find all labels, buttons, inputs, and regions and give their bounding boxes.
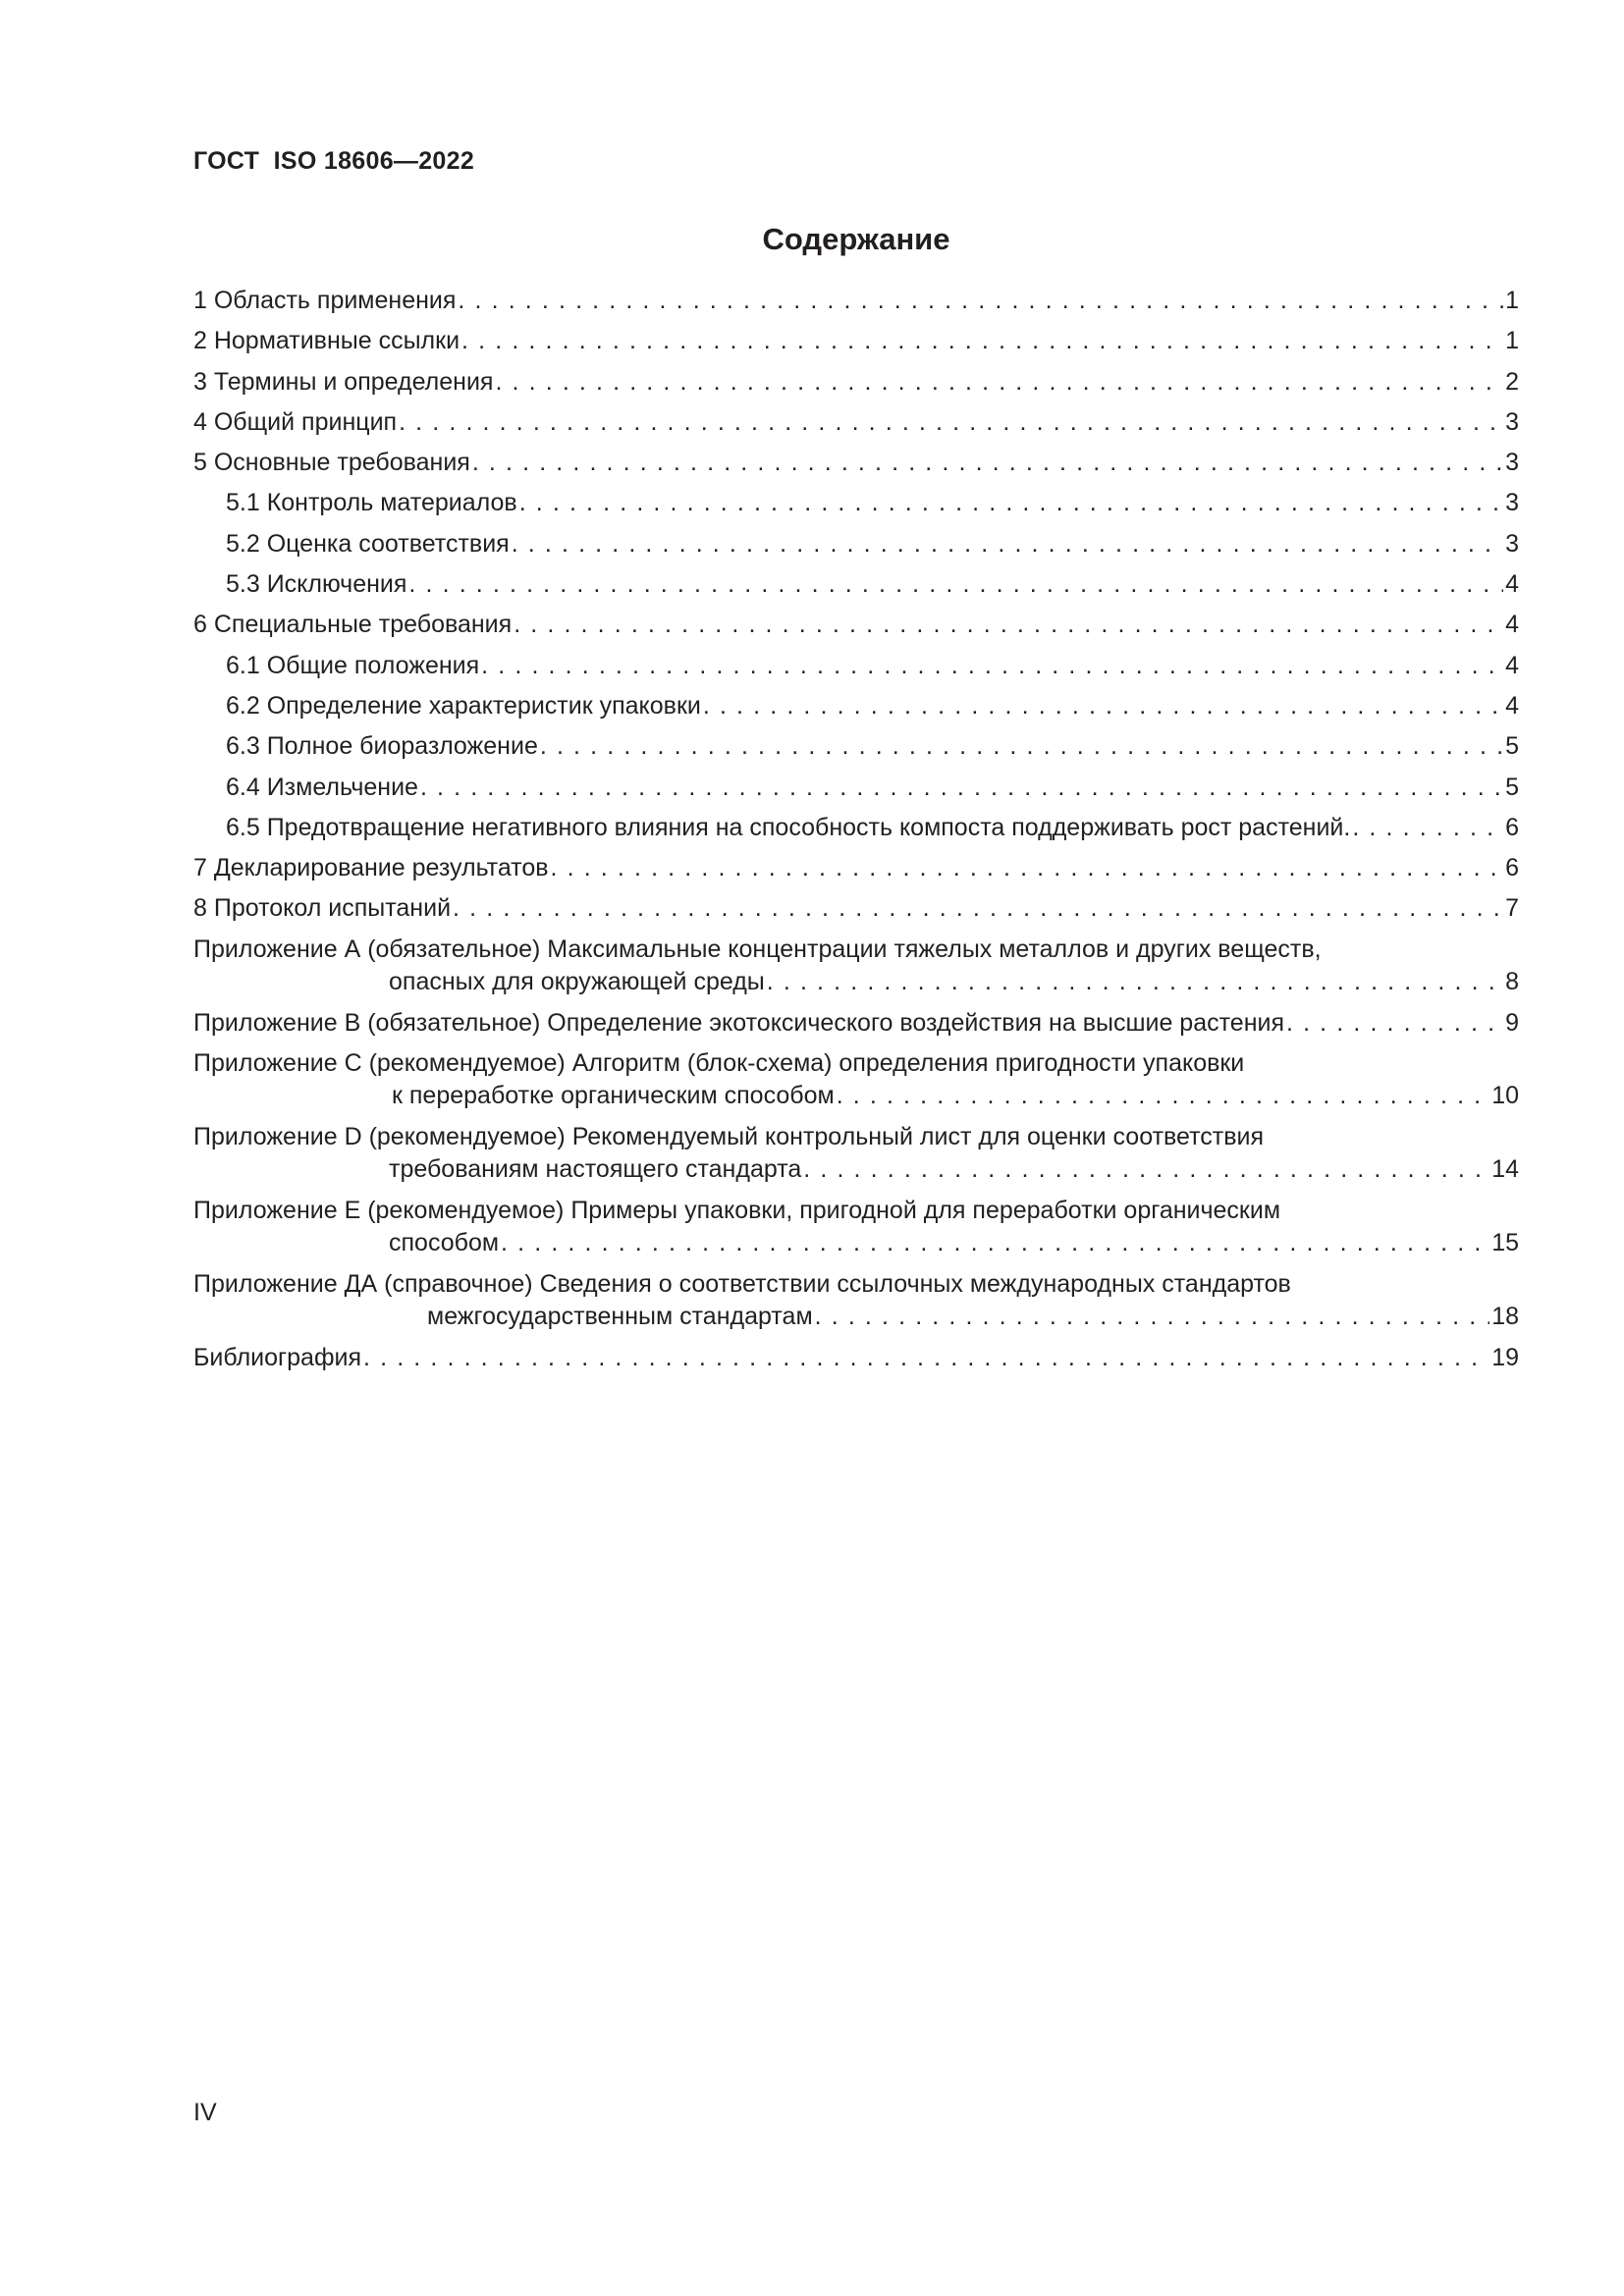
- toc-page-number: 1: [1505, 327, 1519, 355]
- toc-leader-dots: [481, 650, 1503, 682]
- toc-leader-dots: [458, 285, 1503, 317]
- toc-entry-appendix-a[interactable]: [193, 934, 1519, 1007]
- toc-entry-5-2[interactable]: [193, 528, 1519, 568]
- toc-leader-dots: [514, 609, 1503, 641]
- toc-entry-6-5[interactable]: [193, 812, 1519, 852]
- toc-leader-dots: [363, 1342, 1489, 1374]
- toc-page-number: 1: [1505, 287, 1519, 314]
- toc-page-number: 3: [1505, 529, 1519, 558]
- toc-entry-text: 6.1 Общие положения: [226, 651, 480, 679]
- toc-entry-text: 2 Нормативные ссылки: [193, 327, 460, 355]
- toc-leader-dots: [803, 1153, 1489, 1186]
- toc-entry-text: 5.2 Оценка соответствия: [226, 529, 510, 558]
- toc-page-number: 9: [1505, 1008, 1519, 1037]
- toc-entry-7[interactable]: [193, 852, 1519, 892]
- toc-leader-dots: [399, 406, 1503, 439]
- toc-leader-dots: [472, 447, 1503, 479]
- toc-entry-text: 7 Декларирование результатов: [193, 854, 549, 882]
- toc-entry-5-1[interactable]: [193, 487, 1519, 527]
- toc-page-number: 5: [1505, 773, 1519, 801]
- toc-entry-text: Библиография: [193, 1344, 362, 1372]
- toc-entry-8[interactable]: [193, 892, 1519, 933]
- toc-entry-text-line1: Приложение А (обязательное) Максимальные концентрации тяжелых металлов и других веществ,: [193, 934, 1322, 963]
- toc-page-number: 14: [1491, 1155, 1519, 1184]
- toc-leader-dots: [408, 568, 1503, 601]
- toc-leader-dots: [519, 487, 1503, 519]
- table-of-contents: [193, 285, 1519, 1382]
- document-code-header: ГОСТ ISO 18606—2022: [193, 147, 475, 175]
- toc-leader-dots: [461, 325, 1503, 357]
- toc-page-number: 6: [1505, 813, 1519, 841]
- toc-leader-dots: [551, 852, 1504, 884]
- toc-page-number: 4: [1505, 651, 1519, 679]
- toc-entry-appendix-da[interactable]: [193, 1268, 1519, 1342]
- toc-entry-appendix-d[interactable]: [193, 1121, 1519, 1195]
- toc-page-number: 10: [1491, 1082, 1519, 1110]
- toc-leader-dots: [540, 730, 1503, 763]
- toc-entry-1[interactable]: [193, 285, 1519, 325]
- toc-entry-text: 5 Основные требования: [193, 449, 470, 477]
- toc-entry-text-line2: опасных для окружающей среды: [389, 967, 765, 995]
- toc-leader-dots: [420, 772, 1503, 804]
- toc-leader-dots: [495, 366, 1503, 399]
- toc-leader-dots: [703, 690, 1503, 722]
- toc-entry-6-3[interactable]: [193, 730, 1519, 771]
- toc-entry-text-line1: Приложение D (рекомендуемое) Рекомендуемый контрольный лист для оценки соответствия: [193, 1123, 1264, 1151]
- toc-page-number: 4: [1505, 691, 1519, 720]
- toc-entry-text: 6.4 Измельчение: [226, 773, 418, 801]
- toc-entry-text-line1: Приложение ДА (справочное) Сведения о соответствии ссылочных международных стандартов: [193, 1270, 1291, 1299]
- toc-page-number: 5: [1505, 732, 1519, 761]
- toc-entry-text-line1: Приложение С (рекомендуемое) Алгоритм (блок-схема) определения пригодности упаковки: [193, 1049, 1245, 1078]
- toc-entry-text-line1: Приложение Е (рекомендуемое) Примеры упаковки, пригодной для переработки органическим: [193, 1197, 1281, 1225]
- toc-entry-bibliography[interactable]: [193, 1342, 1519, 1382]
- toc-entry-text: 1 Область применения: [193, 287, 457, 314]
- toc-entry-text: 6.5 Предотвращение негативного влияния на способность компоста поддерживать рост растений.: [226, 813, 1351, 841]
- toc-page-number: 15: [1491, 1229, 1519, 1257]
- toc-entry-text: Приложение В (обязательное) Определение экотоксического воздействия на высшие растения: [193, 1008, 1284, 1037]
- toc-entry-6[interactable]: [193, 609, 1519, 649]
- toc-entry-appendix-c[interactable]: [193, 1047, 1519, 1121]
- toc-entry-6-4[interactable]: [193, 772, 1519, 812]
- toc-page-number: 3: [1505, 449, 1519, 477]
- toc-entry-6-2[interactable]: [193, 690, 1519, 730]
- toc-entry-3[interactable]: [193, 366, 1519, 406]
- toc-page-number: 8: [1505, 967, 1519, 995]
- toc-page-number: 3: [1505, 407, 1519, 436]
- toc-page-number: 6: [1505, 854, 1519, 882]
- toc-entry-text: 8 Протокол испытаний: [193, 894, 452, 923]
- toc-page-number: 2: [1505, 367, 1519, 396]
- toc-entry-text: 6.3 Полное биоразложение: [226, 732, 538, 761]
- toc-leader-dots: [453, 892, 1503, 925]
- toc-entry-text-line2: межгосударственным стандартам: [427, 1303, 813, 1331]
- toc-entry-4[interactable]: [193, 406, 1519, 447]
- toc-entry-text: 6 Специальные требования: [193, 611, 513, 639]
- toc-leader-dots: [767, 966, 1503, 998]
- toc-entry-5-3[interactable]: [193, 568, 1519, 609]
- toc-entry-text-line2: способом: [389, 1229, 500, 1257]
- toc-entry-text-line2: к переработке органическим способом: [392, 1082, 835, 1110]
- toc-entry-text: 6.2 Определение характеристик упаковки: [226, 691, 701, 720]
- toc-entry-text: 3 Термины и определения: [193, 367, 494, 396]
- toc-entry-6-1[interactable]: [193, 650, 1519, 690]
- toc-title: Содержание: [762, 222, 950, 256]
- toc-page-number: 19: [1491, 1344, 1519, 1372]
- toc-entry-5[interactable]: [193, 447, 1519, 487]
- toc-entry-appendix-e[interactable]: [193, 1195, 1519, 1268]
- toc-entry-text-line2: требованиям настоящего стандарта: [389, 1155, 802, 1184]
- toc-page-number: 7: [1505, 894, 1519, 923]
- toc-leader-dots: [501, 1227, 1489, 1259]
- toc-page-number: 4: [1505, 611, 1519, 639]
- toc-leader-dots: [1286, 1007, 1503, 1040]
- page-number: IV: [193, 2099, 217, 2126]
- toc-entry-text: 5.3 Исключения: [226, 570, 407, 599]
- toc-entry-text: 4 Общий принцип: [193, 407, 398, 436]
- toc-page-number: 18: [1491, 1303, 1519, 1331]
- toc-page-number: 3: [1505, 489, 1519, 517]
- toc-leader-dots: [1352, 812, 1503, 844]
- toc-entry-text: 5.1 Контроль материалов: [226, 489, 517, 517]
- toc-leader-dots: [837, 1080, 1490, 1112]
- toc-entry-appendix-b[interactable]: [193, 1007, 1519, 1047]
- toc-leader-dots: [815, 1301, 1490, 1333]
- toc-leader-dots: [512, 528, 1503, 561]
- toc-page-number: 4: [1505, 570, 1519, 599]
- toc-entry-2[interactable]: [193, 325, 1519, 365]
